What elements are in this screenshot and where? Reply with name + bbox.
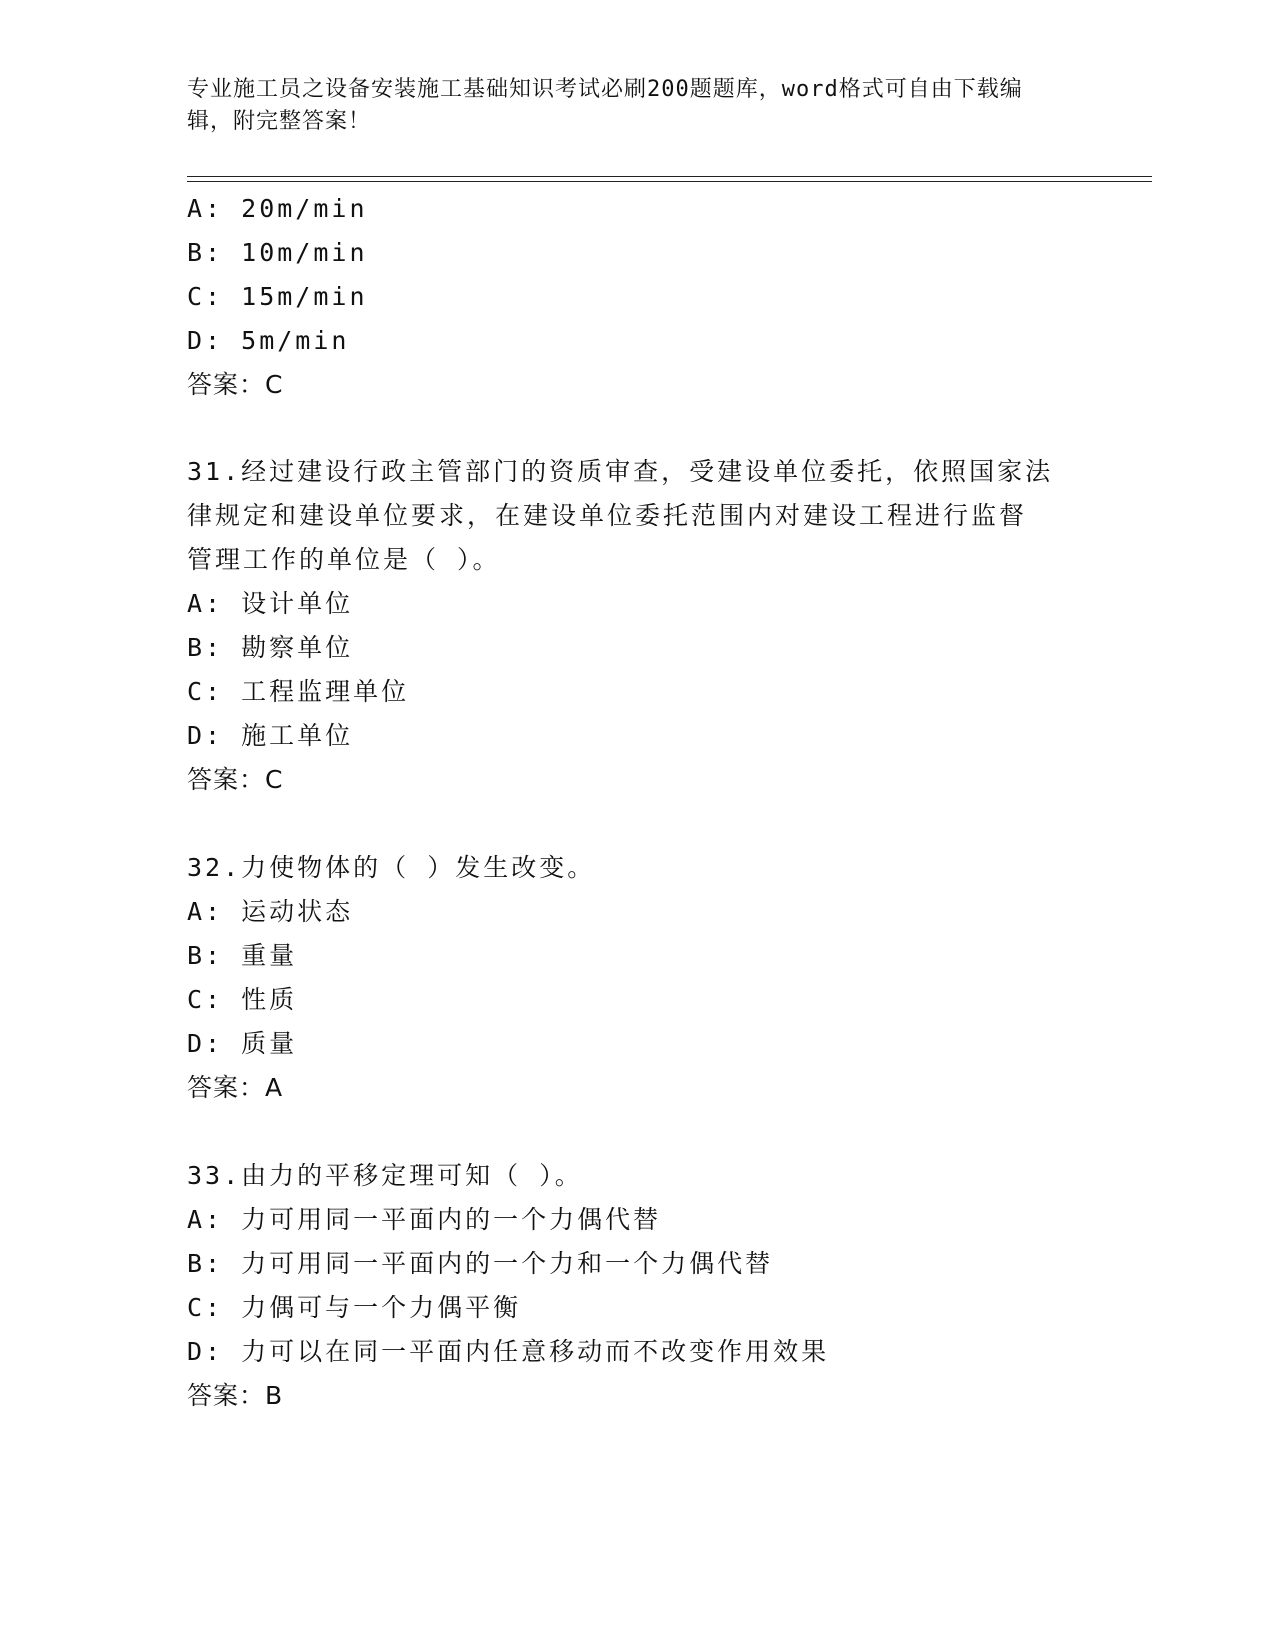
option-a: A: 力可用同一平面内的一个力偶代替 xyxy=(187,1205,662,1234)
option-d: D: 质量 xyxy=(187,1029,298,1058)
option-d: D: 5m/min xyxy=(187,326,350,355)
option-a: A: 设计单位 xyxy=(187,589,354,618)
option-b: B: 重量 xyxy=(187,941,298,970)
header-divider-top xyxy=(187,176,1152,177)
question-text: 律规定和建设单位要求，在建设单位委托范围内对建设工程进行监督 xyxy=(187,501,1028,530)
question-text: 管理工作的单位是（ ）。 xyxy=(187,545,501,574)
option-b: B: 力可用同一平面内的一个力和一个力偶代替 xyxy=(187,1249,774,1278)
option-c: C: 15m/min xyxy=(187,282,368,311)
answer: 答案：C xyxy=(187,765,284,794)
option-b: B: 勘察单位 xyxy=(187,633,354,662)
question-text: 31.经过建设行政主管部门的资质审查，受建设单位委托，依照国家法 xyxy=(187,457,1054,486)
option-a: A: 运动状态 xyxy=(187,897,354,926)
option-a: A: 20m/min xyxy=(187,194,368,223)
question-text: 32.力使物体的（ ）发生改变。 xyxy=(187,853,596,882)
answer: 答案：A xyxy=(187,1073,284,1102)
document-header: 专业施工员之设备安装施工基础知识考试必刷200题题库，word格式可自由下载编辑，附完整答案！ xyxy=(187,77,1023,134)
question-text: 33.由力的平移定理可知（ ）。 xyxy=(187,1161,583,1190)
option-c: C: 力偶可与一个力偶平衡 xyxy=(187,1293,522,1322)
answer: 答案：C xyxy=(187,370,284,399)
header-divider-bottom xyxy=(187,181,1152,182)
answer: 答案：B xyxy=(187,1381,284,1410)
option-d: D: 力可以在同一平面内任意移动而不改变作用效果 xyxy=(187,1337,830,1366)
option-c: C: 工程监理单位 xyxy=(187,677,410,706)
option-c: C: 性质 xyxy=(187,985,298,1014)
option-d: D: 施工单位 xyxy=(187,721,354,750)
option-b: B: 10m/min xyxy=(187,238,368,267)
